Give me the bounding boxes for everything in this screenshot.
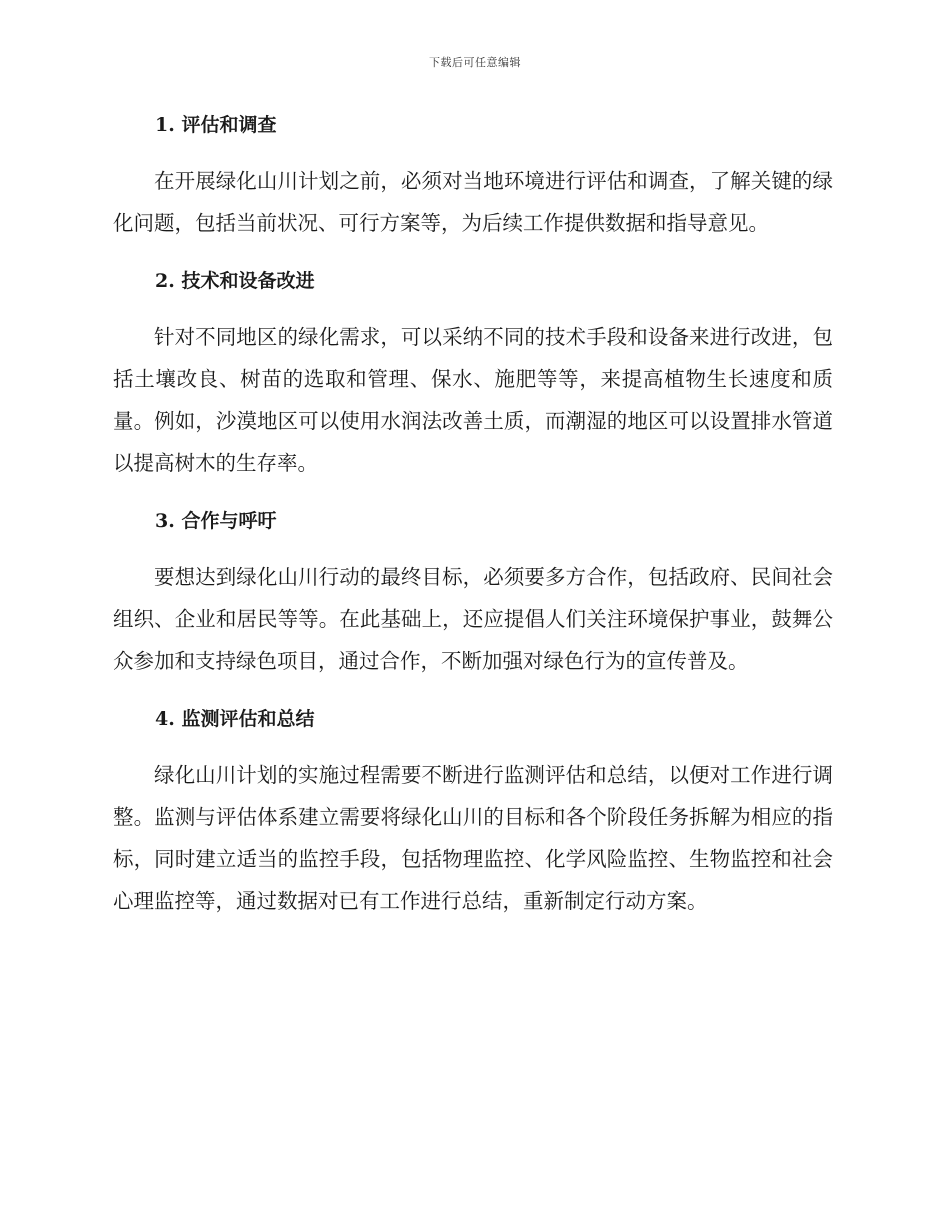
section-heading-1: 1. 评估和调查 — [155, 114, 277, 136]
section-heading-3: 3. 合作与呼吁 — [155, 510, 277, 532]
section-heading-2: 2. 技术和设备改进 — [155, 270, 315, 292]
section-heading-4: 4. 监测评估和总结 — [155, 708, 315, 730]
page-header: 下载后可任意编辑 — [429, 56, 521, 69]
section-paragraph-4: 绿化山川计划的实施过程需要不断进行监测评估和总结，以便对工作进行调整。监测与评估体系建立需要将绿化山川的目标和各个阶段任务拆解为相应的指标，同时建立适当的监控手段，包括物理监控、化学风险监控、生物监控和社会心理监控等，通过数据对已有工作进行总结，重新制定行动方案。 — [113, 763, 833, 913]
section-paragraph-2: 针对不同地区的绿化需求，可以采纳不同的技术手段和设备来进行改进，包括土壤改良、树苗的选取和管理、保水、施肥等等，来提高植物生长速度和质量。例如，沙漠地区可以使用水润法改善土质，而潮湿的地区可以设置排水管道以提高树木的生存率。 — [113, 325, 833, 475]
section-paragraph-3: 要想达到绿化山川行动的最终目标，必须要多方合作，包括政府、民间社会组织、企业和居民等等。在此基础上，还应提倡人们关注环境保护事业，鼓舞公众参加和支持绿色项目，通过合作，不断加强对绿色行为的宣传普及。 — [113, 565, 833, 673]
section-paragraph-1: 在开展绿化山川计划之前，必须对当地环境进行评估和调查，了解关键的绿化问题，包括当前状况、可行方案等，为后续工作提供数据和指导意见。 — [113, 169, 833, 235]
document-body — [113, 110, 833, 922]
